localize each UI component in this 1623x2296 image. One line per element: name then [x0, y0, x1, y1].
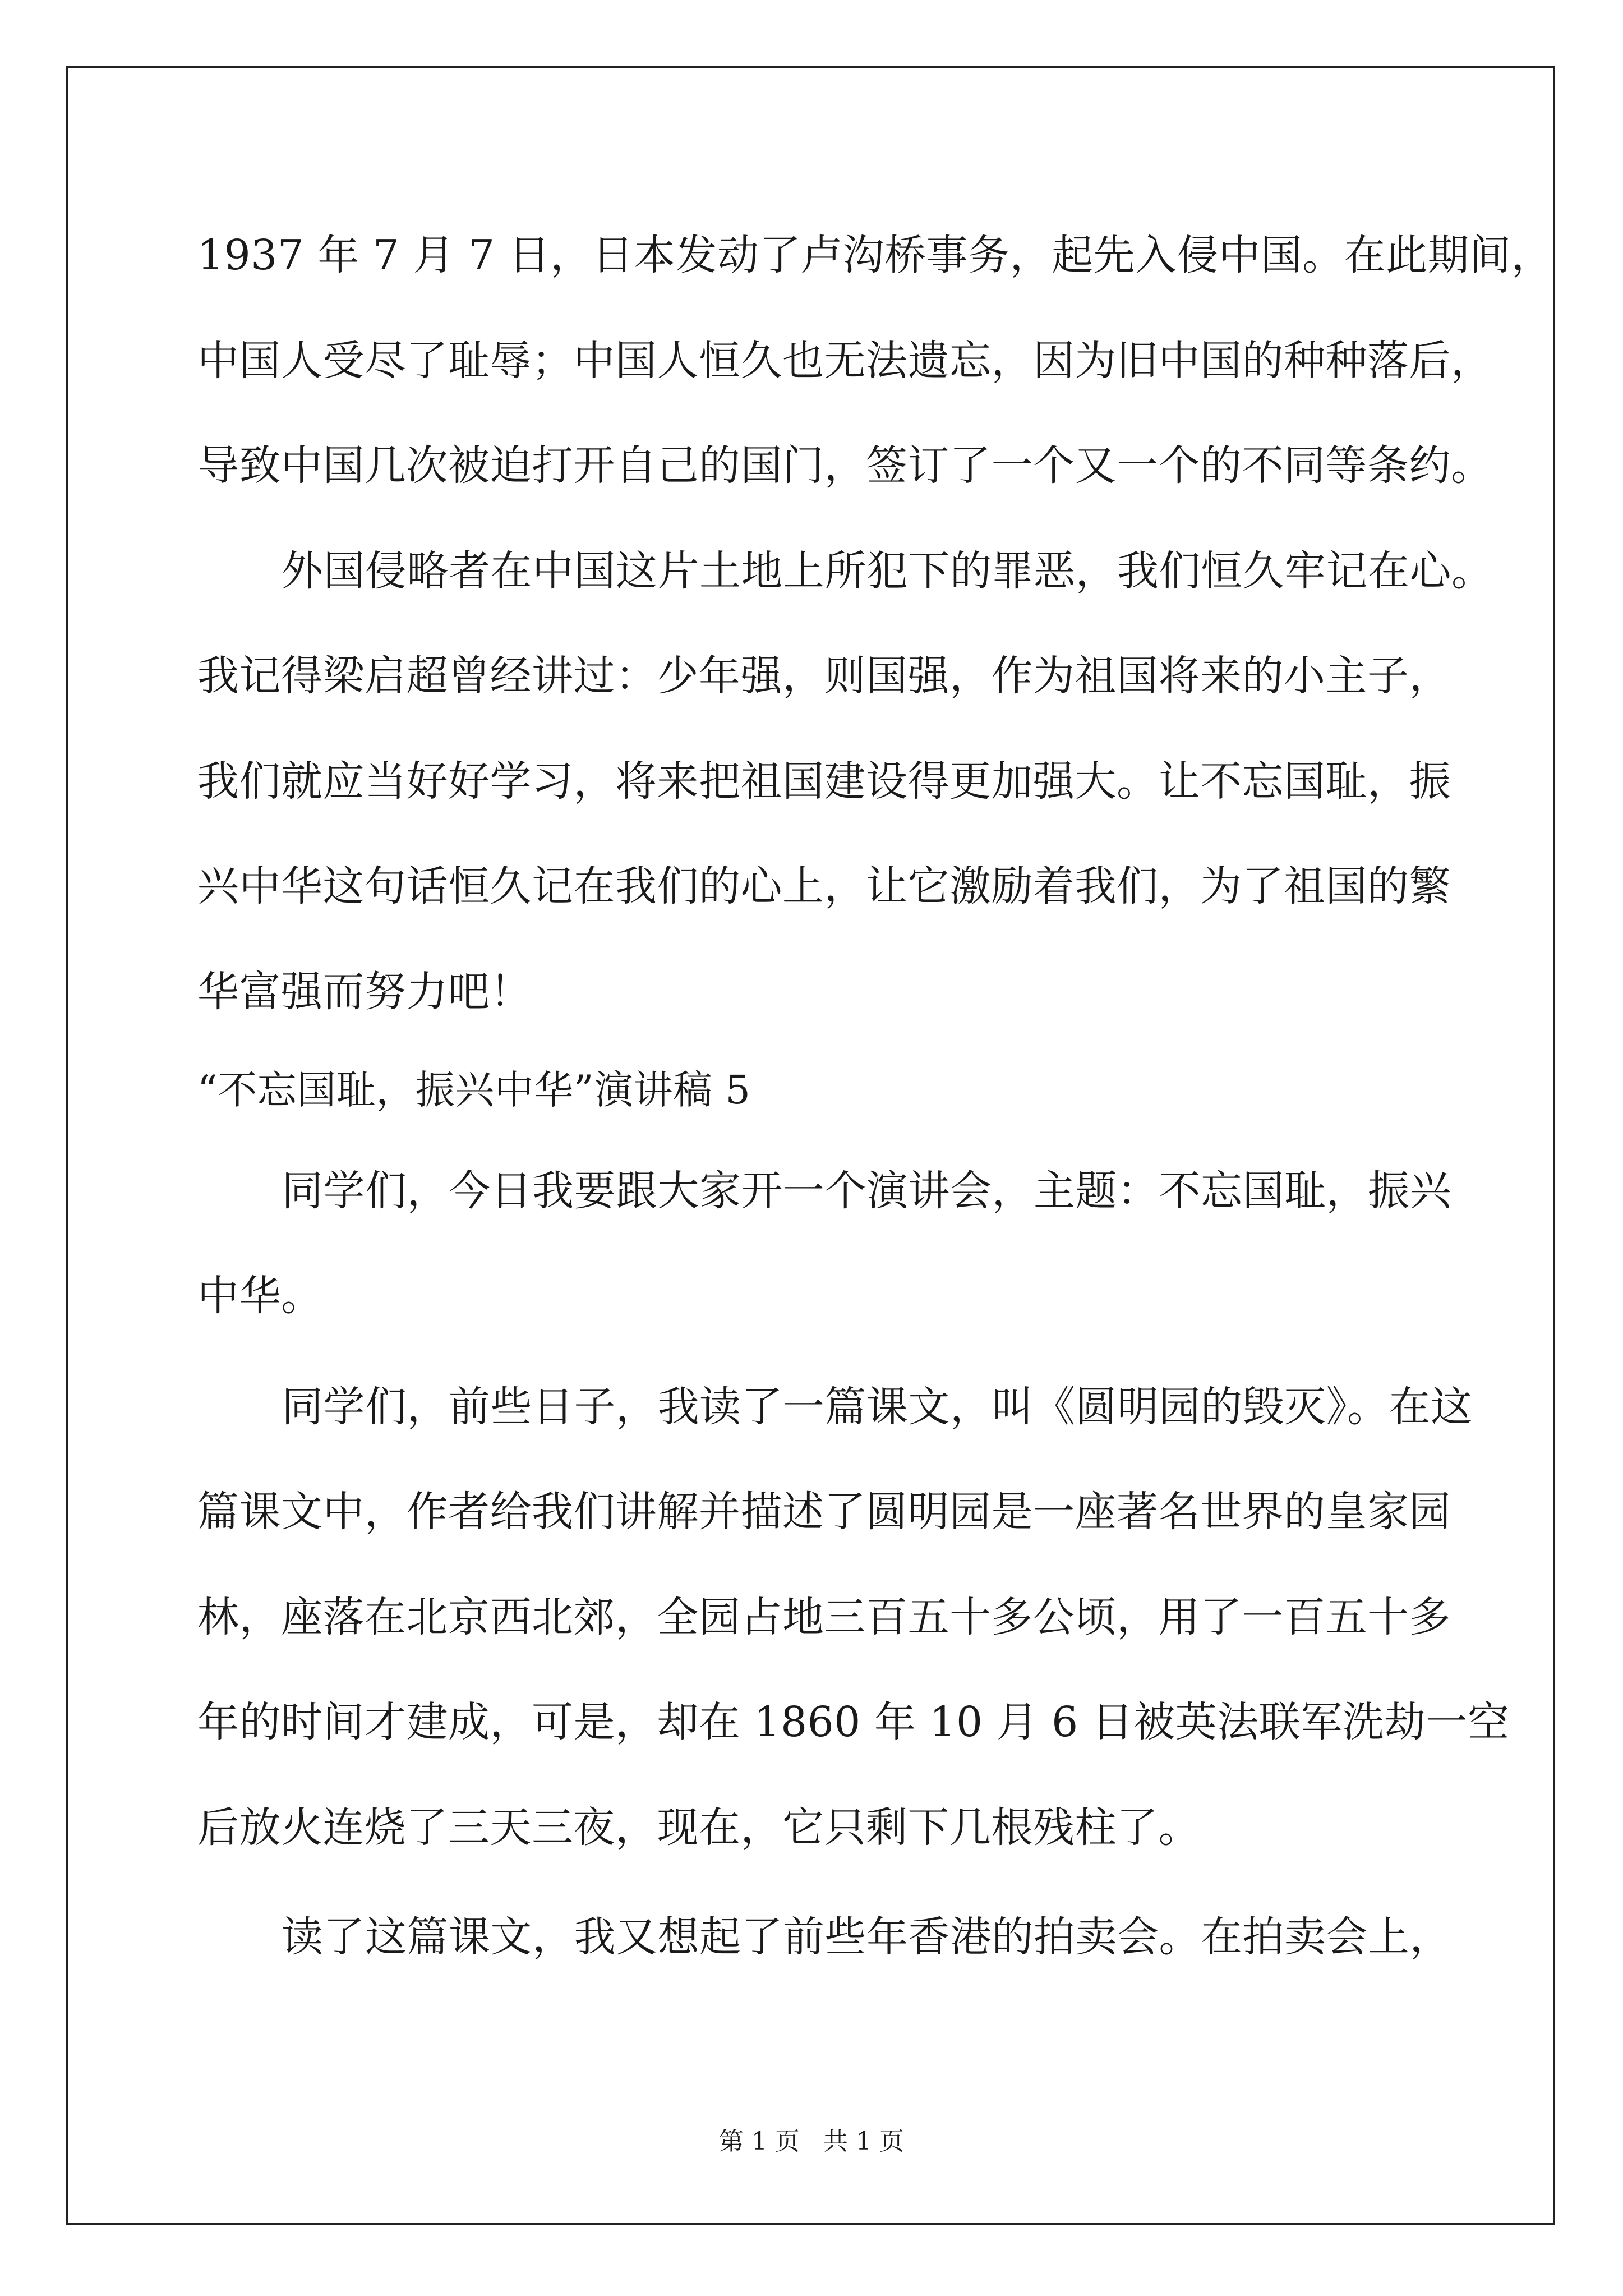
body-line-2: 中国人受尽了耻辱；中国人恒久也无法遗忘，因为旧中国的种种落后， [197, 337, 1493, 385]
body-line-14: 林，座落在北京西北郊，全园占地三百五十多公顷，用了一百五十多 [197, 1593, 1451, 1641]
paragraph-start-line: 读了这篇课文，我又想起了前些年香港的拍卖会。在拍卖会上， [282, 1913, 1451, 1961]
paragraph-start-line: 同学们，今日我要跟大家开一个演讲会，主题：不忘国耻，振兴 [282, 1167, 1451, 1215]
body-line-13: 篇课文中，作者给我们讲解并描述了圆明园是一座著名世界的皇家园 [197, 1488, 1451, 1536]
body-line-15: 年的时间才建成，可是，却在 1860 年 10 月 6 日被英法联军洗劫一空 [197, 1698, 1510, 1746]
body-line-8: 华富强而努力吧！ [197, 968, 532, 1016]
paragraph-start-line: 同学们，前些日子，我读了一篇课文，叫《圆明园的毁灭》。在这 [282, 1383, 1473, 1431]
page-footer: 第 1 页 共 1 页 [719, 2127, 904, 2156]
paragraph-start-line: 外国侵略者在中国这片土地上所犯下的罪恶，我们恒久牢记在心。 [282, 547, 1493, 595]
section-heading: “不忘国耻，振兴中华”演讲稿 5 [197, 1067, 751, 1113]
body-line-11: 中华。 [197, 1272, 323, 1320]
body-line-6: 我们就应当好好学习，将来把祖国建设得更加强大。让不忘国耻，振 [197, 757, 1451, 806]
body-line-3: 导致中国几次被迫打开自己的国门，签订了一个又一个的不同等条约。 [197, 441, 1493, 490]
body-line-1: 1937 年 7 月 7 日，日本发动了卢沟桥事务，起先入侵中国。在此期间， [197, 231, 1553, 279]
body-line-5: 我记得梁启超曾经讲过：少年强，则国强，作为祖国将来的小主子， [197, 652, 1451, 700]
body-line-7: 兴中华这句话恒久记在我们的心上，让它激励着我们，为了祖国的繁 [197, 862, 1451, 910]
body-line-16: 后放火连烧了三天三夜，现在，它只剩下几根残柱了。 [197, 1803, 1200, 1852]
